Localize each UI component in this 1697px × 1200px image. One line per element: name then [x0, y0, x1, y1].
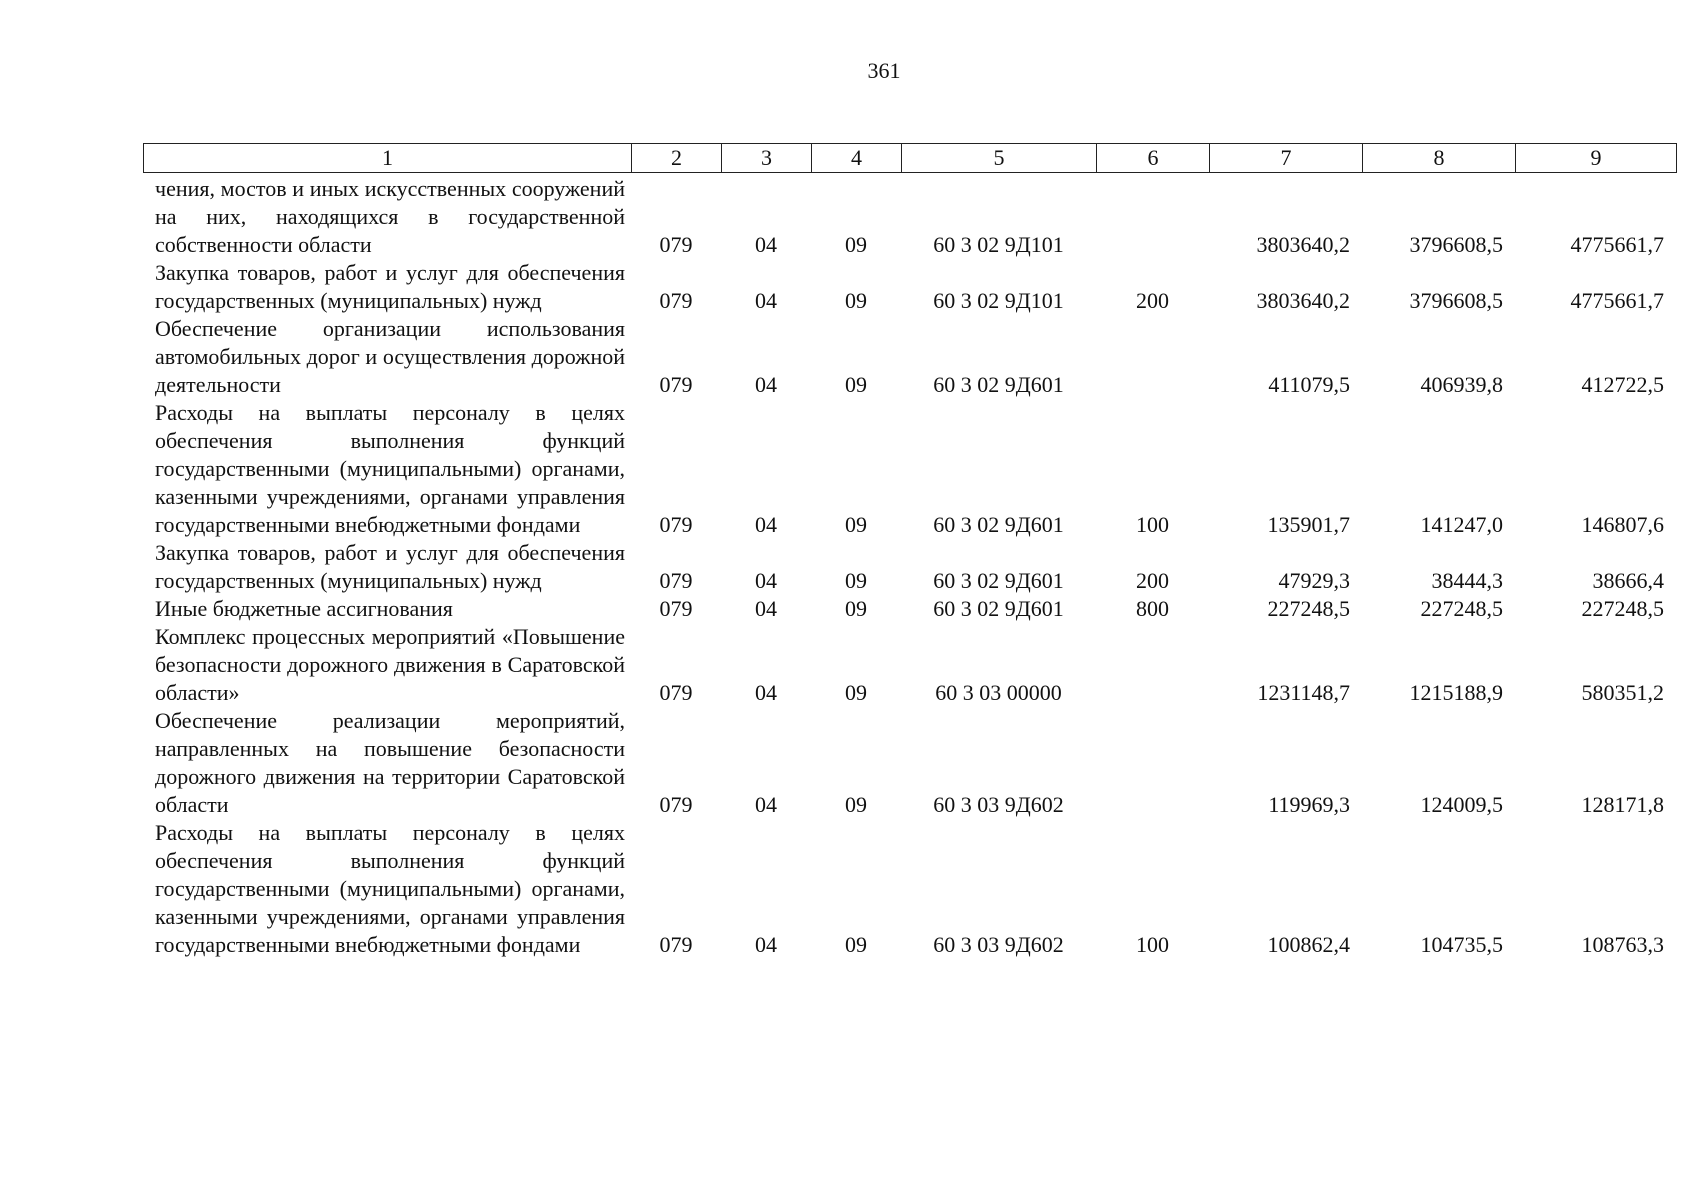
cell-amount-7: 3803640,2 [1256, 232, 1350, 257]
row-name: Расходы на выплаты персоналу в целях обеспечения выполнения функций государственными (муниципальными) органами, казенными учреждениями, органами управления государственными внебюджетными фондами [155, 820, 625, 957]
cell-amount-9: 128171,8 [1581, 792, 1664, 817]
cell-expense-type: 800 [1136, 596, 1169, 621]
cell-amount-9: 580351,2 [1581, 680, 1664, 705]
cell-subsection: 09 [845, 596, 867, 621]
header-cell-8: 8 [1363, 144, 1516, 173]
cell-subsection: 09 [845, 792, 867, 817]
row-name: Комплекс процессных мероприятий «Повышение безопасности дорожного движения в Саратовской области» [155, 624, 625, 705]
row-name: Обеспечение организации использования автомобильных дорог и осуществления дорожной деятельности [155, 316, 625, 397]
cell-amount-9: 412722,5 [1581, 372, 1664, 397]
cell-section: 04 [755, 372, 777, 397]
cell-amount-9: 4775661,7 [1570, 232, 1664, 257]
cell-expense-type: 100 [1136, 932, 1169, 957]
cell-section: 04 [755, 792, 777, 817]
cell-amount-8: 3796608,5 [1409, 232, 1503, 257]
header-row [144, 144, 1677, 173]
cell-subsection: 09 [845, 680, 867, 705]
budget-table-body [143, 175, 1676, 959]
cell-section: 04 [755, 512, 777, 537]
cell-ministry-code: 079 [659, 232, 693, 257]
cell-target-article: 60 3 02 9Д101 [933, 232, 1064, 257]
cell-target-article: 60 3 02 9Д601 [933, 596, 1064, 621]
cell-ministry-code: 079 [659, 512, 693, 537]
cell-ministry-code: 079 [659, 288, 693, 313]
header-cell-9: 9 [1516, 144, 1677, 173]
cell-ministry-code: 079 [659, 596, 693, 621]
cell-amount-8: 406939,8 [1420, 372, 1503, 397]
cell-expense-type: 200 [1136, 288, 1169, 313]
table-row [143, 623, 1676, 707]
table-row [143, 707, 1676, 819]
cell-section: 04 [755, 932, 777, 957]
cell-subsection: 09 [845, 232, 867, 257]
table-row [143, 399, 1676, 539]
table-row [143, 315, 1676, 399]
cell-target-article: 60 3 03 9Д602 [933, 932, 1064, 957]
table-row [143, 539, 1676, 595]
cell-ministry-code: 079 [659, 568, 693, 593]
cell-amount-7: 411079,5 [1268, 372, 1350, 397]
cell-subsection: 09 [845, 568, 867, 593]
cell-amount-9: 38666,4 [1592, 568, 1664, 593]
header-cell-3: 3 [722, 144, 812, 173]
cell-target-article: 60 3 02 9Д601 [933, 512, 1064, 537]
cell-amount-7: 119969,3 [1268, 792, 1350, 817]
cell-ministry-code: 079 [659, 932, 693, 957]
cell-section: 04 [755, 232, 777, 257]
header-cell-6: 6 [1097, 144, 1210, 173]
cell-target-article: 60 3 03 9Д602 [933, 792, 1064, 817]
cell-amount-7: 1231148,7 [1257, 680, 1350, 705]
cell-amount-9: 146807,6 [1581, 512, 1664, 537]
cell-amount-7: 47929,3 [1278, 568, 1350, 593]
cell-amount-8: 104735,5 [1420, 932, 1503, 957]
row-name: Иные бюджетные ассигнования [155, 596, 453, 621]
cell-subsection: 09 [845, 288, 867, 313]
cell-target-article: 60 3 02 9Д101 [933, 288, 1064, 313]
cell-section: 04 [755, 288, 777, 313]
cell-amount-9: 4775661,7 [1570, 288, 1664, 313]
cell-ministry-code: 079 [659, 680, 693, 705]
header-cell-1: 1 [144, 144, 632, 173]
header-cell-2: 2 [632, 144, 722, 173]
cell-expense-type: 200 [1136, 568, 1169, 593]
row-name: Расходы на выплаты персоналу в целях обеспечения выполнения функций государственными (муниципальными) органами, казенными учреждениями, органами управления государственными внебюджетными фондами [155, 400, 625, 537]
row-name: Закупка товаров, работ и услуг для обеспечения государственных (муниципальных) нужд [155, 540, 625, 593]
cell-amount-9: 227248,5 [1581, 596, 1664, 621]
cell-amount-8: 1215188,9 [1409, 680, 1503, 705]
cell-amount-7: 135901,7 [1267, 512, 1350, 537]
header-cell-4: 4 [812, 144, 902, 173]
cell-amount-7: 3803640,2 [1256, 288, 1350, 313]
cell-amount-8: 38444,3 [1431, 568, 1503, 593]
table-row [143, 175, 1676, 259]
cell-target-article: 60 3 02 9Д601 [933, 372, 1064, 397]
cell-amount-8: 227248,5 [1420, 596, 1503, 621]
row-name: Обеспечение реализации мероприятий, направленных на повышение безопасности дорожного движения на территории Саратовской области [155, 708, 625, 817]
column-number-header [143, 143, 1677, 173]
cell-ministry-code: 079 [659, 792, 693, 817]
cell-subsection: 09 [845, 512, 867, 537]
cell-section: 04 [755, 596, 777, 621]
cell-section: 04 [755, 568, 777, 593]
table-row [143, 819, 1676, 959]
cell-amount-9: 108763,3 [1581, 932, 1664, 957]
page-number: 361 [867, 58, 901, 83]
table-row [143, 259, 1676, 315]
cell-target-article: 60 3 02 9Д601 [933, 568, 1064, 593]
cell-expense-type: 100 [1136, 512, 1169, 537]
row-name: Закупка товаров, работ и услуг для обеспечения государственных (муниципальных) нужд [155, 260, 625, 313]
cell-amount-8: 141247,0 [1420, 512, 1503, 537]
cell-section: 04 [755, 680, 777, 705]
cell-ministry-code: 079 [659, 372, 693, 397]
cell-target-article: 60 3 03 00000 [935, 680, 1062, 705]
cell-subsection: 09 [845, 372, 867, 397]
cell-subsection: 09 [845, 932, 867, 957]
header-cell-5: 5 [902, 144, 1097, 173]
cell-amount-7: 227248,5 [1267, 596, 1350, 621]
table-row [143, 595, 1676, 623]
cell-amount-7: 100862,4 [1267, 932, 1350, 957]
cell-amount-8: 3796608,5 [1409, 288, 1503, 313]
cell-amount-8: 124009,5 [1420, 792, 1503, 817]
header-cell-7: 7 [1210, 144, 1363, 173]
row-name: чения, мостов и иных искусственных сооружений на них, находящихся в государственной собственности области [155, 176, 625, 257]
